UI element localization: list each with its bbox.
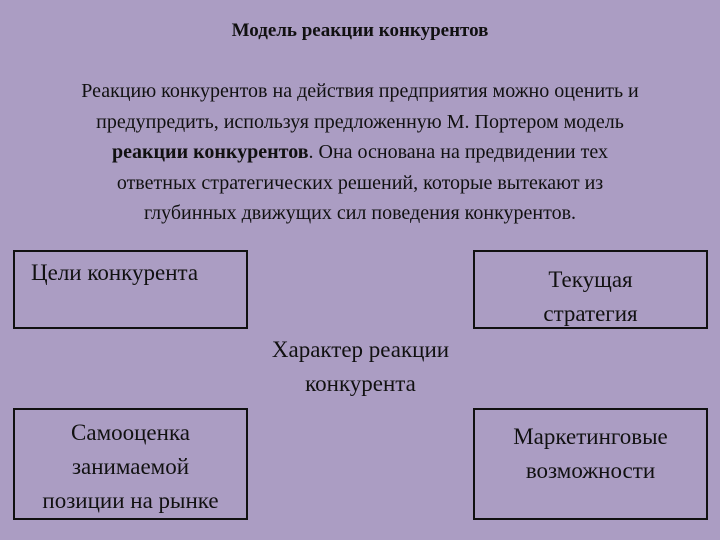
self-assessment-label-line-3: позиции на рынке bbox=[42, 488, 219, 513]
intro-line-5: глубинных движущих сил поведения конкурентов. bbox=[143, 202, 577, 224]
reaction-nature-label-line-2: конкурента bbox=[305, 371, 416, 396]
intro-paragraph bbox=[20, 76, 700, 229]
self-assessment-label-line-2: занимаемой bbox=[71, 454, 190, 479]
marketing-capabilities-label-line-2: возможности bbox=[525, 458, 656, 483]
intro-line-4: ответных стратегических решений, которые вытекают из bbox=[116, 171, 604, 194]
marketing-capabilities-label-line-1: Маркетинговые bbox=[513, 424, 668, 449]
intro-line-1: Реакцию конкурентов на действия предприятия можно оценить и bbox=[81, 80, 639, 102]
intro-line-2: предупредить, используя предложенную М. Портером модель bbox=[96, 110, 624, 133]
intro-bold-term: реакции конкурентов bbox=[112, 141, 309, 163]
self-assessment-label-line-1: Самооценка bbox=[71, 420, 190, 445]
intro-line-3-rest: . Она основана на предвидении тех bbox=[308, 141, 608, 163]
slide-title: Модель реакции конкурентов bbox=[231, 20, 489, 41]
competitor-goals-label: Цели конкурента bbox=[31, 260, 199, 285]
intro-line-3 bbox=[20, 137, 700, 168]
reaction-nature-label-line-1: Характер реакции bbox=[271, 337, 450, 362]
self-assessment-box bbox=[13, 408, 248, 520]
current-strategy-label-line-1: Текущая bbox=[548, 267, 633, 292]
competitor-goals-box bbox=[13, 250, 248, 329]
current-strategy-box bbox=[473, 250, 708, 329]
current-strategy-label-line-2: стратегия bbox=[543, 301, 638, 326]
marketing-capabilities-box bbox=[473, 408, 708, 520]
reaction-nature-box bbox=[247, 327, 474, 409]
